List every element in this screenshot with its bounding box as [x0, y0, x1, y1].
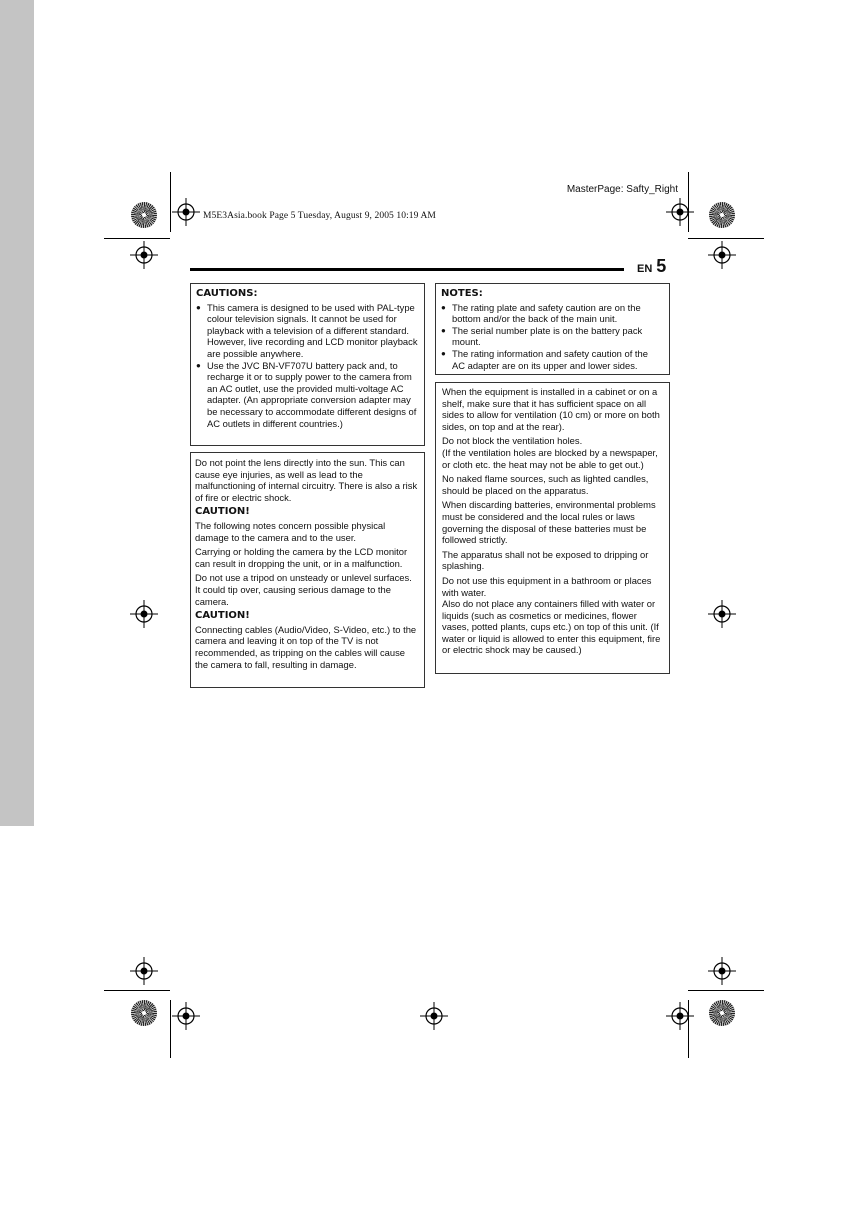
- crop-mark: [688, 990, 764, 991]
- cautions-title: CAUTIONS:: [196, 288, 258, 299]
- warning-text: When the equipment is installed in a cabinet or on a shelf, make sure that it has sufficient space on all sides to allow for ventilation (10 cm) or more on both sides, on top and at the rear).: [442, 386, 660, 432]
- caution-text: Do not use a tripod on unsteady or unlevel surfaces. It could tip over, causing serious damage to the camera.: [195, 572, 412, 607]
- cautions-box: [190, 283, 425, 446]
- page-number: 5: [656, 256, 667, 276]
- caution-text: Carrying or holding the camera by the LCD monitor can result in dropping the unit, or in a malfunction.: [195, 546, 408, 569]
- registration-mark-icon: [130, 600, 158, 628]
- header-rule: [190, 268, 624, 271]
- caution-heading: CAUTION!: [195, 506, 250, 518]
- color-bar-star-icon: [131, 1000, 157, 1026]
- registration-mark-icon: [666, 198, 694, 226]
- warning-text: (If the ventilation holes are blocked by a newspaper, or cloth etc. the heat may not be able to get out.): [442, 446, 658, 470]
- notes-item: ● The rating information and safety caution of the AC adapter are on its upper and lower sides.: [441, 348, 663, 371]
- caution-text: Connecting cables (Audio/Video, S-Video, etc.) to the camera and leaving it on top of the TV is not recommended, as tripping on the cables will cause the camera to fall, resulting in damage.: [195, 623, 417, 670]
- crop-mark: [104, 238, 170, 239]
- masterpage-label: MasterPage: Safty_Right: [566, 184, 678, 195]
- sun-warning-text: Do not point the lens directly into the sun. This can cause eye injuries, as well as lead to the malfunctioning of internal circuitry. There is also a risk of fire or electric shock.: [195, 457, 418, 503]
- cautions-item: ● Use the JVC BN-VF707U battery pack and, to recharge it or to supply power to the camera from an AC outlet, use the provided multi-voltage AC adapter. (An appropriate conversion adapter may be necessary to accommodate different designs of AC outlets in different countries.): [196, 360, 418, 430]
- book-info-line: M5E3Asia.book Page 5 Tuesday, August 9, 2005 10:19 AM: [203, 211, 436, 221]
- page-number-block: [637, 256, 666, 277]
- caution-text: The following notes concern possible physical damage to the camera and to the user.: [195, 519, 386, 543]
- registration-mark-icon: [172, 1002, 200, 1030]
- crop-mark: [170, 1000, 171, 1058]
- caution-heading: CAUTION!: [195, 610, 250, 622]
- notes-item: ● The serial number plate is on the battery pack mount.: [441, 325, 663, 348]
- warning-text: Do not use this equipment in a bathroom or places with water.: [442, 574, 652, 598]
- registration-mark-icon: [130, 957, 158, 985]
- registration-mark-icon: [666, 1002, 694, 1030]
- warning-text: The apparatus shall not be exposed to dripping or splashing.: [442, 548, 649, 572]
- notes-title: NOTES:: [441, 288, 483, 299]
- warning-text: When discarding batteries, environmental problems must be considered and the local rules or laws governing the disposal of these batteries must be followed strictly.: [442, 499, 656, 546]
- color-bar-star-icon: [709, 1000, 735, 1026]
- cautions-item: ● This camera is designed to be used with PAL-type colour television signals. It cannot be used for playback with a television of a different standard. However, live recording and LCD monitor playback are possible anywhere.: [196, 302, 418, 360]
- registration-mark-icon: [708, 241, 736, 269]
- warning-text: Do not block the ventilation holes.: [442, 435, 583, 447]
- cautions-list: [196, 302, 418, 430]
- gray-side-tab: [0, 0, 34, 826]
- sun-warning-box: [190, 452, 425, 688]
- notes-list: [441, 302, 663, 372]
- color-bar-star-icon: [709, 202, 735, 228]
- crop-mark: [104, 990, 170, 991]
- installation-warnings-box: [435, 382, 670, 674]
- crop-mark: [688, 238, 764, 239]
- crop-mark: [170, 172, 171, 232]
- warning-text: No naked flame sources, such as lighted candles, should be placed on the apparatus.: [442, 473, 649, 496]
- registration-mark-icon: [172, 198, 200, 226]
- notes-item: ● The rating plate and safety caution are on the bottom and/or the back of the main unit.: [441, 302, 663, 325]
- language-code: EN: [637, 263, 653, 275]
- color-bar-star-icon: [131, 202, 157, 228]
- registration-mark-icon: [708, 600, 736, 628]
- notes-box: [435, 283, 670, 375]
- registration-mark-icon: [130, 241, 158, 269]
- warning-text: Also do not place any containers filled with water or liquids (such as cosmetics or medicines, flower vases, potted plants, cups etc.) on top of this unit. (If water or liquid is allowed to enter this equipment, fire or electric shock may be caused.): [442, 598, 661, 656]
- registration-mark-icon: [420, 1002, 448, 1030]
- registration-mark-icon: [708, 957, 736, 985]
